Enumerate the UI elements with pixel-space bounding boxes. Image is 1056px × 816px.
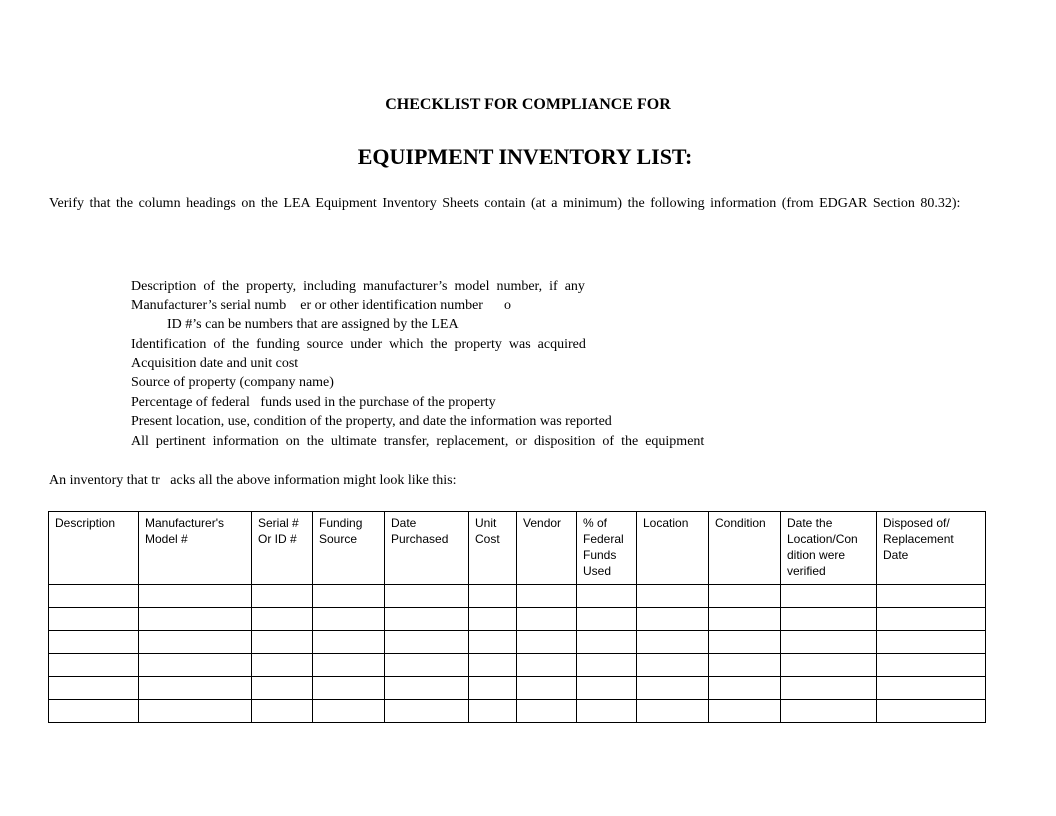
table-row (49, 677, 986, 700)
table-cell (49, 631, 139, 654)
table-cell (637, 654, 709, 677)
table-cell (517, 608, 577, 631)
table-cell (385, 700, 469, 723)
table-header-row (49, 512, 986, 585)
table-cell (877, 608, 986, 631)
column-header: Unit Cost (469, 512, 517, 585)
table-cell (139, 631, 252, 654)
table-cell (469, 585, 517, 608)
checklist-item: Manufacturer’s serial numb er or other identification number o (131, 298, 511, 313)
table-cell (469, 677, 517, 700)
column-header: % of Federal Funds Used (577, 512, 637, 585)
table-cell (577, 585, 637, 608)
table-cell (709, 654, 781, 677)
table-row (49, 631, 986, 654)
table-cell (517, 631, 577, 654)
table-cell (781, 700, 877, 723)
table-cell (313, 654, 385, 677)
intro-paragraph: Verify that the column headings on the LEA Equipment Inventory Sheets contain (at a minimum) the following information (from EDGAR Section 80.32): (49, 196, 961, 211)
table-cell (385, 631, 469, 654)
column-header: Date the Location/Con dition were verified (781, 512, 877, 585)
table-cell (469, 700, 517, 723)
table-cell (877, 654, 986, 677)
table-cell (139, 608, 252, 631)
table-cell (139, 677, 252, 700)
table-row (49, 654, 986, 677)
table-cell (49, 677, 139, 700)
document-title-line2: EQUIPMENT INVENTORY LIST: (357, 144, 693, 169)
table-cell (252, 654, 313, 677)
table-cell (577, 700, 637, 723)
table-cell (385, 585, 469, 608)
table-cell (517, 654, 577, 677)
table-cell (313, 608, 385, 631)
table-cell (252, 700, 313, 723)
table-cell (49, 700, 139, 723)
inventory-table (48, 511, 986, 723)
column-header: Condition (709, 512, 781, 585)
table-cell (709, 585, 781, 608)
checklist-item: Percentage of federal funds used in the purchase of the property (131, 395, 496, 410)
checklist-item: Identification of the funding source under which the property was acquired (131, 337, 586, 352)
table-cell (577, 677, 637, 700)
table-cell (709, 677, 781, 700)
checklist-item: Source of property (company name) (131, 375, 334, 390)
table-cell (877, 631, 986, 654)
table-cell (313, 585, 385, 608)
table-cell (877, 677, 986, 700)
table-cell (385, 654, 469, 677)
table-cell (877, 700, 986, 723)
column-header: Location (637, 512, 709, 585)
table-cell (139, 654, 252, 677)
table-row (49, 585, 986, 608)
table-cell (517, 677, 577, 700)
table-cell (577, 608, 637, 631)
checklist-item: Present location, use, condition of the property, and date the information was reported (131, 414, 612, 429)
checklist-subitem: ID #’s can be numbers that are assigned by the LEA (167, 317, 459, 332)
table-cell (577, 654, 637, 677)
table-cell (781, 677, 877, 700)
table-cell (709, 631, 781, 654)
table-cell (709, 608, 781, 631)
table-cell (517, 700, 577, 723)
table-cell (49, 585, 139, 608)
table-cell (637, 677, 709, 700)
column-header: Disposed of/ Replacement Date (877, 512, 986, 585)
table-cell (637, 585, 709, 608)
table-row (49, 608, 986, 631)
table-cell (252, 585, 313, 608)
table-cell (637, 608, 709, 631)
table-cell (577, 631, 637, 654)
table-cell (252, 677, 313, 700)
table-cell (385, 677, 469, 700)
summary-text: An inventory that tr acks all the above information might look like this: (49, 473, 457, 488)
column-header: Manufacturer's Model # (139, 512, 252, 585)
table-cell (781, 585, 877, 608)
table-row (49, 700, 986, 723)
table-cell (313, 631, 385, 654)
table-body (49, 585, 986, 723)
checklist-item: Description of the property, including manufacturer’s model number, if any (131, 279, 585, 294)
checklist-item: All pertinent information on the ultimate transfer, replacement, or disposition of the equipment (131, 434, 705, 449)
table-cell (877, 585, 986, 608)
table-cell (709, 700, 781, 723)
table-cell (781, 654, 877, 677)
column-header: Funding Source (313, 512, 385, 585)
table-cell (252, 631, 313, 654)
table-cell (637, 700, 709, 723)
table-cell (781, 631, 877, 654)
table-cell (637, 631, 709, 654)
table-cell (313, 677, 385, 700)
table-cell (385, 608, 469, 631)
column-header: Date Purchased (385, 512, 469, 585)
table-cell (49, 654, 139, 677)
table-cell (49, 608, 139, 631)
table-cell (139, 585, 252, 608)
table-cell (469, 654, 517, 677)
table-cell (517, 585, 577, 608)
document-title-line1: CHECKLIST FOR COMPLIANCE FOR (385, 96, 671, 113)
table-cell (313, 700, 385, 723)
column-header: Serial # Or ID # (252, 512, 313, 585)
table-cell (469, 631, 517, 654)
column-header: Vendor (517, 512, 577, 585)
table-cell (139, 700, 252, 723)
table-cell (252, 608, 313, 631)
checklist-item: Acquisition date and unit cost (131, 356, 299, 371)
table-cell (469, 608, 517, 631)
column-header: Description (49, 512, 139, 585)
table-cell (781, 608, 877, 631)
